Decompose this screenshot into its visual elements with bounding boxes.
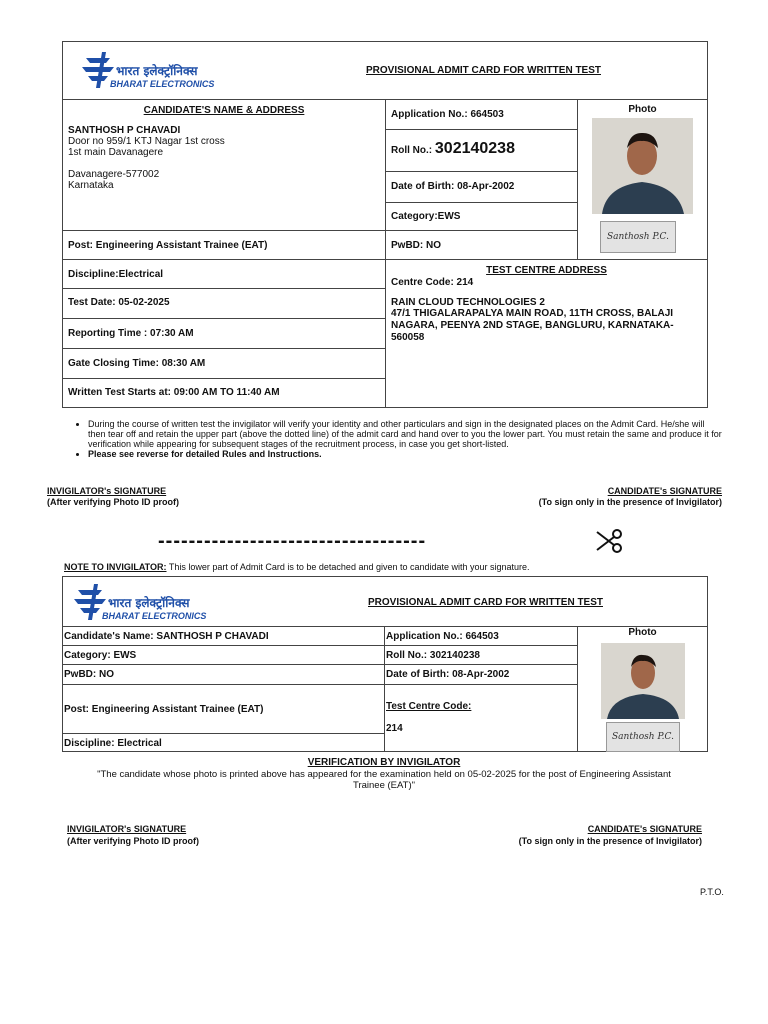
candidate-photo (592, 118, 693, 214)
logo-hindi: भारत इलेक्ट्रॉनिक्स (108, 596, 190, 610)
name-address-heading: CANDIDATE'S NAME & ADDRESS (143, 105, 305, 116)
note-label: NOTE TO INVIGILATOR: (64, 562, 167, 572)
invigilator-signature-block (47, 486, 179, 508)
lower-title: PROVISIONAL ADMIT CARD FOR WRITTEN TEST (368, 597, 603, 608)
instructions (72, 419, 724, 459)
discipline: Discipline:Electrical (62, 259, 386, 289)
cut-line (158, 530, 598, 552)
candidate-name: SANTHOSH P CHAVADI (68, 125, 181, 136)
centre-name: RAIN CLOUD TECHNOLOGIES 2 (391, 297, 545, 308)
written-test-time: Written Test Starts at: 09:00 AM TO 11:40 AM (62, 378, 386, 408)
pto-label: P.T.O. (700, 887, 724, 897)
lower-candidate-signature-note: (To sign only in the presence of Invigilator) (518, 836, 702, 846)
bel-logo (80, 50, 230, 92)
logo-hindi: भारत इलेक्ट्रॉनिक्स (116, 64, 198, 78)
category: Category:EWS (385, 202, 578, 231)
note-to-invigilator (64, 562, 530, 572)
lower-invigilator-signature-block (67, 823, 199, 847)
application-number: Application No.: 664503 (385, 99, 578, 130)
test-centre-heading: TEST CENTRE ADDRESS (486, 265, 607, 276)
scissors-icon (595, 528, 625, 554)
reporting-time: Reporting Time : 07:30 AM (62, 318, 386, 349)
lower-roll-number: Roll No.: 302140238 (384, 645, 578, 665)
person-photo-icon (601, 643, 685, 719)
lower-application-number: Application No.: 664503 (384, 626, 578, 646)
lower-date-of-birth: Date of Birth: 08-Apr-2002 (384, 664, 578, 685)
roll-number-cell (385, 129, 578, 172)
logo-english: BHARAT ELECTRONICS (110, 79, 215, 89)
candidate-signature-block (539, 486, 722, 508)
lower-test-centre-cell (384, 684, 578, 752)
lower-test-centre-label: Test Centre Code: (386, 701, 472, 712)
candidate-signature: Santhosh P.C. (600, 221, 676, 253)
person-photo-icon (592, 118, 693, 214)
test-centre-cell (385, 259, 708, 408)
address-line-4: Karnataka (68, 180, 114, 191)
centre-address: 47/1 THIGALARAPALYA MAIN ROAD, 11TH CROSS, BALAJI NAGARA, PEENYA 2ND STAGE, BANGLURU, KARNATAKA- 560058 (391, 308, 674, 343)
note-text: This lower part of Admit Card is to be detached and given to candidate with your signature. (166, 562, 530, 572)
invigilator-signature-label: INVIGILATOR's SIGNATURE (47, 486, 167, 496)
instruction-item: • Please see reverse for detailed Rules and Instructions. (88, 449, 724, 459)
candidate-signature-label: CANDIDATE's SIGNATURE (607, 486, 722, 496)
lower-test-centre-code: 214 (386, 723, 403, 734)
roll-number-value: 302140238 (434, 140, 515, 157)
gate-closing-time: Gate Closing Time: 08:30 AM (62, 348, 386, 379)
lower-photo-label: Photo (628, 627, 657, 638)
pwbd: PwBD: NO (385, 230, 578, 260)
test-date: Test Date: 05-02-2025 (62, 288, 386, 319)
lower-invigilator-signature-note: (After verifying Photo ID proof) (67, 836, 199, 846)
lower-candidate-photo (601, 643, 685, 719)
address-line-2: 1st main Davanagere (68, 147, 164, 158)
lower-candidate-signature-label: CANDIDATE's SIGNATURE (587, 824, 702, 834)
lower-post: Post: Engineering Assistant Trainee (EAT) (62, 684, 385, 734)
logo-english: BHARAT ELECTRONICS (102, 611, 207, 621)
lower-pwbd: PwBD: NO (62, 664, 385, 685)
lower-candidate-name: Candidate's Name: SANTHOSH P CHAVADI (62, 626, 385, 646)
lower-invigilator-signature-label: INVIGILATOR's SIGNATURE (67, 824, 187, 834)
lower-category: Category: EWS (62, 645, 385, 665)
lower-discipline: Discipline: Electrical (62, 733, 385, 752)
verification-text: "The candidate whose photo is printed above has appeared for the examination held on 05-02-2025 for the post of Engineering Assistant Trainee (EAT)" (97, 769, 671, 791)
address-line-1: Door no 959/1 KTJ Nagar 1st cross (68, 136, 225, 147)
candidate-signature-note: (To sign only in the presence of Invigilator) (538, 497, 722, 507)
photo-label: Photo (628, 104, 657, 115)
cut-line-dashes: ----------------------------------- (158, 530, 427, 552)
address-line-3: Davanagere-577002 (68, 169, 160, 180)
verification-heading: VERIFICATION BY INVIGILATOR (307, 757, 461, 768)
invigilator-signature-note: (After verifying Photo ID proof) (47, 497, 179, 507)
centre-code: Centre Code: 214 (391, 277, 474, 288)
date-of-birth: Date of Birth: 08-Apr-2002 (385, 171, 578, 203)
lower-candidate-signature-block (519, 823, 702, 847)
bel-logo (72, 582, 222, 624)
post: Post: Engineering Assistant Trainee (EAT) (62, 230, 386, 260)
instruction-item: • During the course of written test the invigilator will verify your identity and other particulars and sign in the designated places on the Admit Card. He/she will then tear off and retain the upper part (above the dotted line) of the admit card and hand over to you the lower part. You must retain the same and produce it for verification while appearing for subsequent stages of the recruitment process, in case you get short-listed. (88, 419, 724, 449)
lower-candidate-signature: Santhosh P.C. (606, 722, 680, 752)
page-title: PROVISIONAL ADMIT CARD FOR WRITTEN TEST (366, 65, 601, 76)
roll-number-label: Roll No.: (391, 145, 435, 156)
